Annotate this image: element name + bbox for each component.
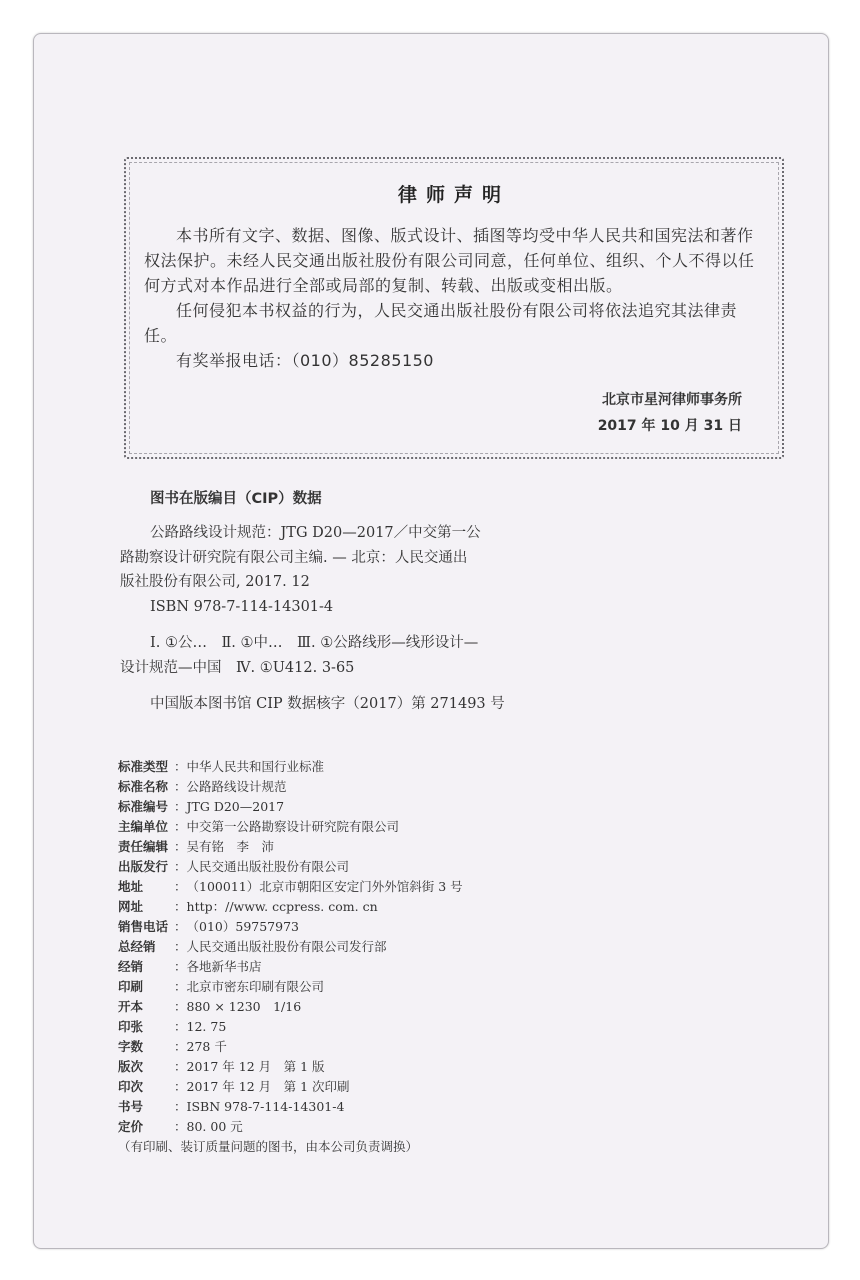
info-row	[118, 917, 678, 937]
cip-data-section	[120, 489, 600, 717]
info-colon: ：	[174, 758, 187, 774]
cip-classification: 设计规范—中国 Ⅳ. ①U412. 3-65	[120, 659, 355, 676]
info-row	[118, 877, 678, 897]
info-value: 12. 75	[186, 1018, 227, 1034]
info-value: 278 千	[186, 1038, 227, 1054]
info-colon: ：	[174, 1018, 187, 1034]
info-value: 吴有铭 李 沛	[186, 838, 275, 854]
statement-paragraph: 任何侵犯本书权益的行为，人民交通出版社股份有限公司将依法追究其法律责任。	[144, 301, 738, 345]
info-colon: ：	[174, 978, 187, 994]
info-colon: ：	[174, 1038, 187, 1054]
info-label: 经销	[118, 958, 144, 974]
info-row	[118, 937, 678, 957]
lawyer-statement-box	[124, 157, 784, 459]
info-value: http：//www. ccpress. com. cn	[186, 898, 378, 914]
info-label: 版次	[118, 1058, 144, 1074]
quality-note: （有印刷、装订质量问题的图书，由本公司负责调换）	[118, 1138, 419, 1154]
info-value: 880 × 1230 1/16	[186, 998, 302, 1014]
info-label: 地址	[118, 878, 144, 894]
info-value: 中华人民共和国行业标准	[186, 758, 325, 774]
info-row	[118, 857, 678, 877]
cip-classification: Ⅰ. ①公… Ⅱ. ①中… Ⅲ. ①公路线形—线形设计—	[150, 635, 479, 651]
info-value: 人民交通出版社股份有限公司	[186, 858, 350, 874]
info-label: 书号	[118, 1098, 144, 1114]
info-colon: ：	[174, 878, 187, 894]
info-value: 2017 年 12 月 第 1 次印刷	[186, 1078, 350, 1094]
info-row	[118, 1097, 678, 1117]
info-label: 标准编号	[118, 798, 169, 814]
info-value: 2017 年 12 月 第 1 版	[186, 1058, 325, 1074]
info-label: 印张	[118, 1018, 144, 1034]
info-row	[118, 1037, 678, 1057]
info-row	[118, 837, 678, 857]
info-label: 开本	[118, 998, 144, 1014]
cip-line: 路勘察设计研究院有限公司主编. — 北京：人民交通出	[120, 549, 468, 566]
info-colon: ：	[174, 778, 187, 794]
info-colon: ：	[174, 1118, 187, 1134]
statement-date: 2017 年 10 月 31 日	[597, 418, 742, 434]
cip-line: 公路路线设计规范：JTG D20—2017／中交第一公	[150, 525, 481, 541]
info-value: 北京市密东印刷有限公司	[186, 978, 325, 994]
info-colon: ：	[174, 958, 187, 974]
cip-title: 图书在版编目（CIP）数据	[150, 491, 322, 507]
lawyer-statement-body	[144, 223, 764, 373]
info-row	[118, 1077, 678, 1097]
info-row	[118, 777, 678, 797]
info-row	[118, 797, 678, 817]
info-row	[118, 957, 678, 977]
info-colon: ：	[174, 798, 187, 814]
info-row	[118, 997, 678, 1017]
info-colon: ：	[174, 898, 187, 914]
info-colon: ：	[174, 1078, 187, 1094]
statement-hotline: 有奖举报电话：（010）85285150	[176, 351, 434, 370]
info-row	[118, 757, 678, 777]
info-label: 出版发行	[118, 858, 169, 874]
statement-signature	[144, 387, 764, 439]
info-value: （100011）北京市朝阳区安定门外外馆斜街 3 号	[186, 878, 463, 894]
info-value: （010）59757973	[186, 918, 299, 934]
info-value: 中交第一公路勘察设计研究院有限公司	[186, 818, 400, 834]
info-label: 总经销	[118, 938, 156, 954]
info-label: 印刷	[118, 978, 144, 994]
info-label: 印次	[118, 1078, 144, 1094]
info-row	[118, 897, 678, 917]
info-colon: ：	[174, 918, 187, 934]
cip-line: 版社股份有限公司, 2017. 12	[120, 574, 310, 590]
info-colon: ：	[174, 1058, 187, 1074]
statement-paragraph: 本书所有文字、数据、图像、版式设计、插图等均受中华人民共和国宪法和著作权法保护。未经人民交通出版社股份有限公司同意，任何单位、组织、个人不得以任何方式对本作品进行全部或局部的复制、转载、出版或变相出版。	[144, 226, 755, 295]
info-colon: ：	[174, 838, 187, 854]
info-label: 网址	[118, 898, 144, 914]
info-value: ISBN 978-7-114-14301-4	[186, 1098, 345, 1114]
info-row	[118, 1017, 678, 1037]
info-label: 字数	[118, 1038, 144, 1054]
info-label: 定价	[118, 1118, 144, 1134]
info-label: 销售电话	[118, 918, 169, 934]
info-row	[118, 817, 678, 837]
info-row	[118, 977, 678, 997]
info-value: JTG D20—2017	[186, 798, 285, 814]
info-value: 公路路线设计规范	[186, 778, 287, 794]
cip-record-number: 中国版本图书馆 CIP 数据核字（2017）第 271493 号	[150, 696, 505, 712]
info-label: 标准名称	[118, 778, 169, 794]
info-value: 各地新华书店	[186, 958, 262, 974]
info-colon: ：	[174, 818, 187, 834]
cip-isbn: ISBN 978-7-114-14301-4	[150, 598, 334, 615]
page-content	[118, 157, 788, 1157]
info-colon: ：	[174, 858, 187, 874]
info-value: 人民交通出版社股份有限公司发行部	[186, 938, 387, 954]
info-row	[118, 1117, 678, 1137]
info-label: 责任编辑	[118, 838, 169, 854]
info-label: 主编单位	[118, 818, 169, 834]
publication-info	[118, 757, 678, 1157]
law-firm-name: 北京市星河律师事务所	[602, 392, 742, 408]
info-row	[118, 1057, 678, 1077]
info-colon: ：	[174, 938, 187, 954]
lawyer-statement-title: 律师声明	[397, 184, 510, 206]
info-colon: ：	[174, 998, 187, 1014]
info-label: 标准类型	[118, 758, 169, 774]
info-colon: ：	[174, 1098, 187, 1114]
info-value: 80. 00 元	[186, 1118, 243, 1134]
